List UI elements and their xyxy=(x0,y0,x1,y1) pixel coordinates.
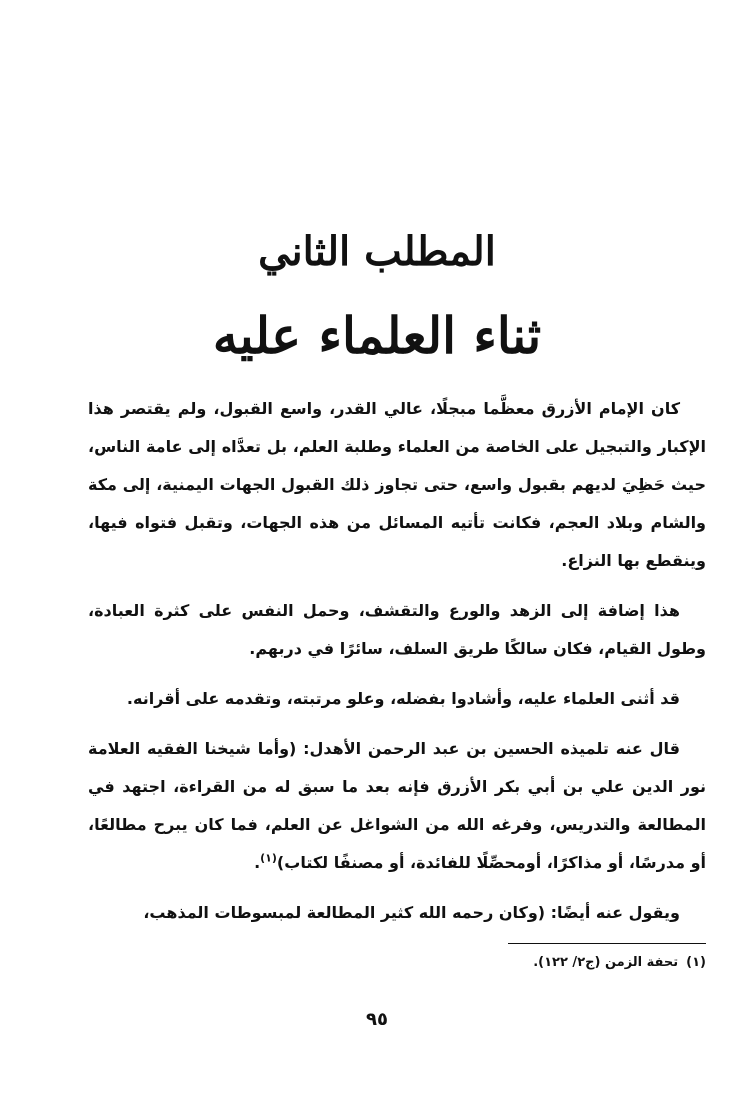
paragraph-4-tail: . xyxy=(254,853,261,872)
section-title: ثناء العلماء عليه xyxy=(212,306,542,365)
paragraph-5: ويقول عنه أيضًا: (وكان رحمه الله كثير المطالعة لمبسوطات المذهب، xyxy=(143,903,680,922)
paragraph-3: قد أثنى العلماء عليه، وأشادوا بفضله، وعلو مرتبته، وتقدمه على أقرانه. xyxy=(126,689,680,708)
section-label: المطلب الثاني xyxy=(258,228,496,275)
footnote-text: تحفة الزمن (ج٢/ ١٢٢). xyxy=(533,955,679,970)
footnote-reference: (١) xyxy=(260,851,277,865)
paragraph-2: هذا إضافة إلى الزهد والورع والتقشف، وحمل النفس على كثرة العبادة، وطول القيام، فكان سالكًا طريق السلف، سائرًا في دربهم. xyxy=(88,601,706,658)
paragraph-1: كان الإمام الأزرق معظَّما مبجلًا، عالي القدر، واسع القبول، ولم يقتصر هذا الإكبار والتبجيل على الخاصة من العلماء وطلبة العلم، بل تعدَّاه إلى عامة الناس، حيث حَظِيَ لديهم بقبول واسع، حتى تجاوز ذلك القبول الجهات اليمنية، إلى مكة والشام وبلاد العجم، فكانت تأتيه المسائل من هذه الجهات، وتقبل فتواه فيها، وينقطع بها النزاع. xyxy=(88,399,706,570)
footnote-divider xyxy=(508,943,706,944)
page-number: ٩٥ xyxy=(366,1009,388,1030)
paragraph-4-text: قال عنه تلميذه الحسين بن عبد الرحمن الأهدل: (وأما شيخنا الفقيه العلامة نور الدين علي بن أبي بكر الأزرق فإنه بعد ما سبق له من القراءة، اجتهد في المطالعة والتدريس، وفرغه الله من الشواغل عن العلم، فما كان يبرح مطالعًا، أو مدرسًا، أو مذاكرًا، أومحصِّلًا للفائدة، أو مصنفًا لكتاب) xyxy=(88,739,706,872)
footnote-mark: (١) xyxy=(686,955,706,970)
paragraph-4 xyxy=(88,730,706,882)
footnote xyxy=(88,952,706,974)
body-text xyxy=(88,390,706,944)
